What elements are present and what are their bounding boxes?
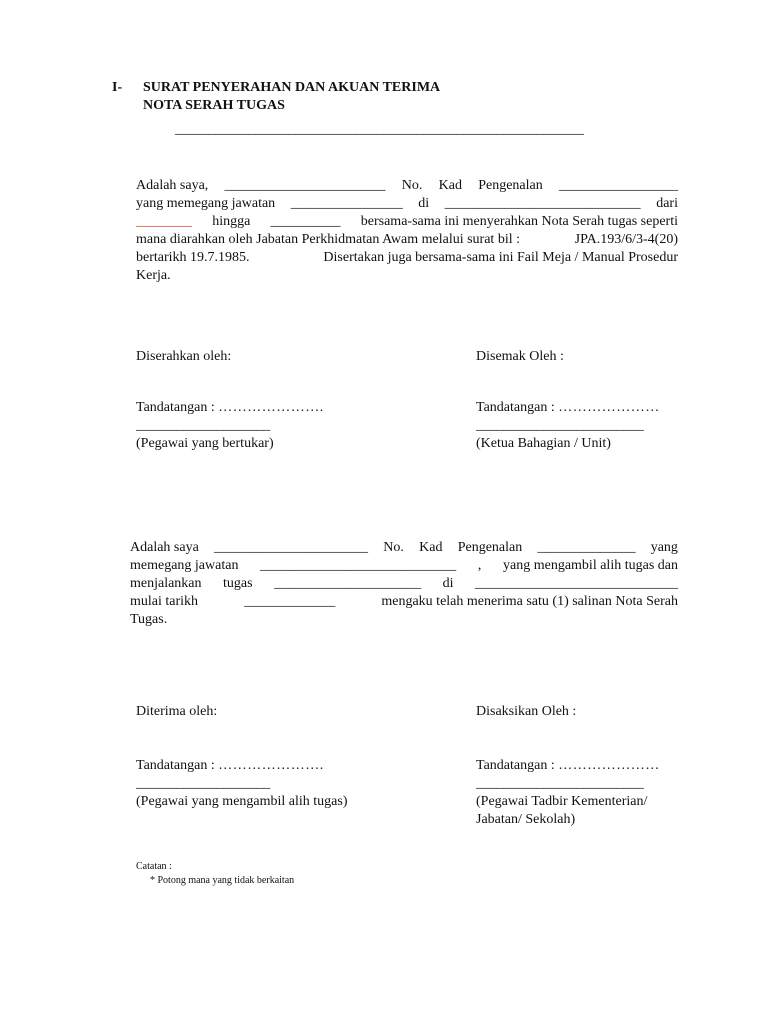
paragraph-line bbox=[130, 575, 678, 593]
place-blank: _____________________________ bbox=[474, 576, 678, 591]
text-segment: mana diarahkan oleh Jabatan Perkhidmatan Awam melalui surat bil : bbox=[136, 232, 520, 247]
signature-heading: Diterima oleh: bbox=[136, 704, 218, 719]
signature-label: Tandatangan : bbox=[136, 758, 219, 773]
text-segment: mulai tarikh bbox=[130, 594, 199, 609]
paragraph-line bbox=[136, 267, 678, 285]
handover-paragraph bbox=[136, 177, 678, 285]
signature-line bbox=[136, 757, 348, 775]
text-segment: hingga bbox=[212, 214, 251, 229]
signature-label: Tandatangan : bbox=[136, 400, 219, 415]
text-segment: Kad bbox=[419, 540, 443, 555]
paragraph-line bbox=[136, 213, 678, 231]
signature-heading: Disemak Oleh : bbox=[476, 349, 564, 364]
paragraph-line bbox=[136, 249, 678, 267]
text-segment: Disertakan juga bersama-sama ini Fail Meja / Manual Prosedur bbox=[323, 250, 678, 265]
paragraph-line bbox=[136, 177, 678, 195]
text-segment: Adalah saya bbox=[130, 540, 199, 555]
reference-number: JPA.193/6/3-4(20) bbox=[574, 232, 678, 247]
text-segment: tugas bbox=[223, 576, 253, 591]
duty-blank: _____________________ bbox=[274, 576, 422, 591]
acceptance-paragraph bbox=[130, 539, 678, 629]
signature-dots: …………………. bbox=[218, 758, 324, 773]
signature-caption: (Pegawai yang mengambil alih tugas) bbox=[136, 794, 348, 809]
paragraph-line bbox=[136, 231, 678, 249]
start-date-blank: ________ bbox=[136, 214, 192, 229]
signature-line bbox=[476, 399, 660, 417]
paragraph-line bbox=[130, 539, 678, 557]
section-number: I- bbox=[112, 80, 123, 95]
text-segment: Pengenalan bbox=[478, 178, 543, 193]
document-title-line1: SURAT PENYERAHAN DAN AKUAN TERIMA bbox=[143, 80, 441, 95]
place-blank: ____________________________ bbox=[444, 196, 641, 211]
text-segment: , bbox=[477, 558, 482, 573]
note-label: Catatan : bbox=[136, 861, 172, 872]
signature-heading: Diserahkan oleh: bbox=[136, 349, 232, 364]
text-segment: yang mengambil alih tugas dan bbox=[503, 558, 678, 573]
text-segment: di bbox=[418, 196, 430, 211]
signature-rule: ____________________ bbox=[136, 776, 271, 791]
signature-caption: (Pegawai yang bertukar) bbox=[136, 436, 274, 451]
text-segment: Adalah saya, bbox=[136, 178, 209, 193]
end-date-blank: __________ bbox=[270, 214, 341, 229]
position-blank: ________________ bbox=[290, 196, 403, 211]
signature-block-witnessed bbox=[476, 703, 660, 829]
paragraph-line bbox=[130, 557, 678, 575]
text-segment: yang bbox=[650, 540, 678, 555]
signature-rule: _________________________ bbox=[476, 776, 644, 791]
name-blank: ______________________ bbox=[214, 540, 369, 555]
note-text: * Potong mana yang tidak berkaitan bbox=[150, 875, 295, 886]
text-segment: di bbox=[442, 576, 454, 591]
text-segment: yang memegang jawatan bbox=[136, 196, 276, 211]
signature-caption: (Pegawai Tadbir Kementerian/ bbox=[476, 794, 648, 809]
signature-dots: ………………… bbox=[558, 400, 660, 415]
paragraph-line bbox=[130, 593, 678, 611]
text-segment: bersama-sama ini menyerahkan Nota Serah tugas seperti bbox=[360, 214, 678, 229]
ic-number-blank: _________________ bbox=[558, 178, 678, 193]
title-underline: _____________________________________________________________ bbox=[175, 122, 584, 137]
paragraph-line bbox=[130, 611, 678, 629]
text-segment: menjalankan bbox=[130, 576, 202, 591]
text-segment: Tugas. bbox=[130, 612, 168, 627]
signature-line bbox=[476, 757, 660, 775]
signature-caption: (Ketua Bahagian / Unit) bbox=[476, 436, 611, 451]
signature-label: Tandatangan : bbox=[476, 400, 559, 415]
text-segment: No. bbox=[401, 178, 423, 193]
signature-heading: Disaksikan Oleh : bbox=[476, 704, 577, 719]
text-segment: No. bbox=[383, 540, 404, 555]
signature-label: Tandatangan : bbox=[476, 758, 559, 773]
text-segment: memegang jawatan bbox=[130, 558, 239, 573]
ic-number-blank: ______________ bbox=[537, 540, 636, 555]
date-blank: _____________ bbox=[244, 594, 336, 609]
signature-block-checked bbox=[476, 348, 660, 453]
signature-line bbox=[136, 399, 324, 417]
text-segment: dari bbox=[656, 196, 678, 211]
signature-block-received bbox=[136, 703, 348, 811]
signature-caption: Jabatan/ Sekolah) bbox=[476, 812, 576, 827]
text-segment: mengaku telah menerima satu (1) salinan Nota Serah bbox=[381, 594, 678, 609]
text-segment: bertarikh 19.7.1985. bbox=[136, 250, 250, 265]
signature-block-handed-over bbox=[136, 348, 324, 453]
name-blank: _______________________ bbox=[224, 178, 386, 193]
text-segment: Kad bbox=[438, 178, 462, 193]
document-title-line2: NOTA SERAH TUGAS bbox=[143, 98, 285, 113]
signature-dots: …………………. bbox=[218, 400, 324, 415]
text-segment: Pengenalan bbox=[457, 540, 523, 555]
position-blank: ____________________________ bbox=[260, 558, 457, 573]
text-segment: Kerja. bbox=[136, 268, 171, 283]
signature-rule: ____________________ bbox=[136, 418, 271, 433]
signature-rule: _________________________ bbox=[476, 418, 644, 433]
signature-dots: ………………… bbox=[558, 758, 660, 773]
paragraph-line bbox=[136, 195, 678, 213]
